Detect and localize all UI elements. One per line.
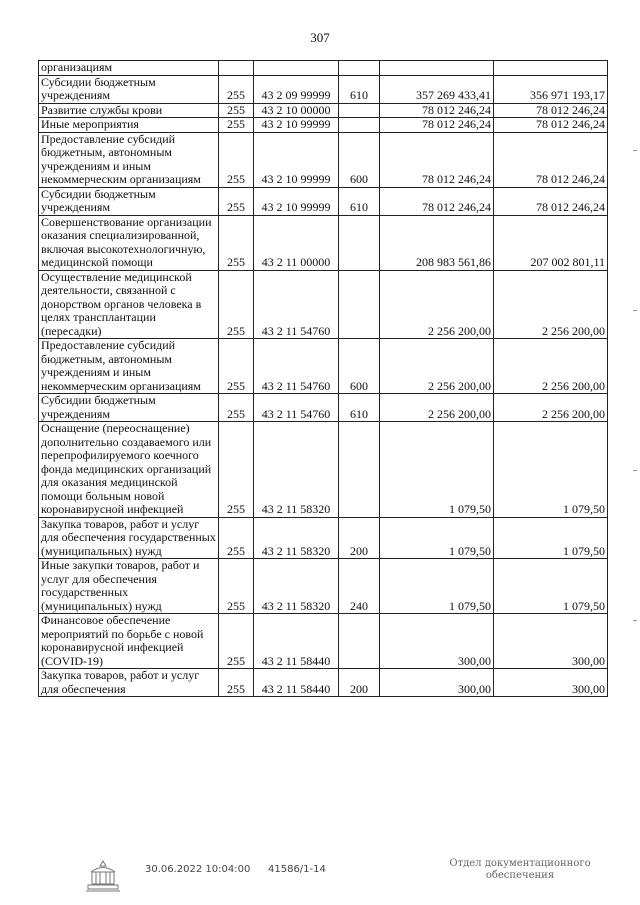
table-row (39, 614, 608, 669)
row-name: Предоставление субсидий бюджетным, автономным учреждениям и иным некоммерческим организациям (39, 339, 219, 394)
row-target-article: 43 2 11 54760 (254, 339, 339, 394)
row-ministry-code: 255 (219, 669, 254, 697)
row-ministry-code (219, 61, 254, 76)
row-name: Оснащение (переоснащение) дополнительно создаваемого или перепрофилируемого коечного фонда медицинских организаций для оказания медицинской помощи больным новой коронавирусной инфекцией (39, 422, 219, 518)
row-amount-2023: 208 983 561,86 (380, 215, 494, 270)
row-name: Иные мероприятия (39, 118, 219, 133)
row-ministry-code: 255 (219, 614, 254, 669)
row-ministry-code: 255 (219, 270, 254, 339)
row-ministry-code: 255 (219, 422, 254, 518)
row-ministry-code: 255 (219, 118, 254, 133)
row-amount-2023: 78 012 246,24 (380, 187, 494, 215)
row-ministry-code: 255 (219, 394, 254, 422)
table-row (39, 75, 608, 103)
row-expense-type: 610 (339, 394, 380, 422)
row-amount-2023 (380, 61, 494, 76)
table-row (39, 422, 608, 518)
row-amount-2024: 2 256 200,00 (494, 394, 608, 422)
row-target-article: 43 2 11 58320 (254, 559, 339, 614)
row-target-article: 43 2 10 00000 (254, 103, 339, 118)
row-target-article: 43 2 11 54760 (254, 394, 339, 422)
row-expense-type (339, 118, 380, 133)
row-expense-type (339, 61, 380, 76)
row-expense-type: 610 (339, 187, 380, 215)
table-row (39, 118, 608, 133)
row-target-article: 43 2 11 58320 (254, 422, 339, 518)
table-row (39, 187, 608, 215)
row-amount-2023: 2 256 200,00 (380, 270, 494, 339)
row-name: Финансовое обеспечение мероприятий по борьбе с новой коронавирусной инфекцией (COVID-19) (39, 614, 219, 669)
row-amount-2024: 2 256 200,00 (494, 270, 608, 339)
row-expense-type: 600 (339, 132, 380, 187)
row-name: Иные закупки товаров, работ и услуг для обеспечения государственных (муниципальных) нужд (39, 559, 219, 614)
row-target-article: 43 2 11 00000 (254, 215, 339, 270)
row-name: Предоставление субсидий бюджетным, автономным учреждениям и иным некоммерческим организациям (39, 132, 219, 187)
row-target-article: 43 2 10 99999 (254, 118, 339, 133)
table-body (39, 61, 608, 697)
row-amount-2024: 300,00 (494, 614, 608, 669)
edge-scan-marks (631, 150, 637, 710)
row-expense-type (339, 103, 380, 118)
table-row (39, 215, 608, 270)
row-name: Развитие службы крови (39, 103, 219, 118)
row-ministry-code: 255 (219, 215, 254, 270)
row-amount-2024: 1 079,50 (494, 559, 608, 614)
row-expense-type: 200 (339, 669, 380, 697)
row-amount-2024: 2 256 200,00 (494, 339, 608, 394)
row-expense-type: 240 (339, 559, 380, 614)
row-name: Совершенствование организации оказания специализированной, включая высокотехнологичную, медицинской помощи (39, 215, 219, 270)
row-amount-2023: 1 079,50 (380, 517, 494, 559)
row-ministry-code: 255 (219, 339, 254, 394)
row-amount-2024: 78 012 246,24 (494, 132, 608, 187)
row-target-article: 43 2 10 99999 (254, 187, 339, 215)
table-row (39, 61, 608, 76)
row-amount-2023: 2 256 200,00 (380, 394, 494, 422)
page-number: 307 (310, 30, 330, 45)
table-row (39, 559, 608, 614)
row-amount-2024: 356 971 193,17 (494, 75, 608, 103)
table-row (39, 132, 608, 187)
table-row (39, 339, 608, 394)
row-ministry-code: 255 (219, 103, 254, 118)
row-ministry-code: 255 (219, 559, 254, 614)
row-amount-2023: 2 256 200,00 (380, 339, 494, 394)
row-ministry-code: 255 (219, 187, 254, 215)
table-row (39, 669, 608, 697)
table-row (39, 270, 608, 339)
row-target-article: 43 2 10 99999 (254, 132, 339, 187)
emblem-seal-icon (82, 858, 124, 894)
row-target-article (254, 61, 339, 76)
row-expense-type (339, 270, 380, 339)
row-amount-2024: 300,00 (494, 669, 608, 697)
row-expense-type: 610 (339, 75, 380, 103)
row-name: Субсидии бюджетным учреждениям (39, 394, 219, 422)
row-amount-2024: 78 012 246,24 (494, 187, 608, 215)
row-target-article: 43 2 11 58440 (254, 614, 339, 669)
row-amount-2024 (494, 61, 608, 76)
table-row (39, 517, 608, 559)
stamp-datetime: 30.06.2022 10:04:00 (145, 864, 251, 875)
row-expense-type: 200 (339, 517, 380, 559)
row-amount-2023: 300,00 (380, 669, 494, 697)
row-amount-2024: 1 079,50 (494, 517, 608, 559)
stamp-office-line1: Отдел документационного (449, 858, 591, 869)
row-target-article: 43 2 11 58320 (254, 517, 339, 559)
row-expense-type (339, 215, 380, 270)
row-name: Закупка товаров, работ и услуг для обеспечения (39, 669, 219, 697)
row-amount-2024: 1 079,50 (494, 422, 608, 518)
row-name: Субсидии бюджетным учреждениям (39, 187, 219, 215)
row-target-article: 43 2 11 54760 (254, 270, 339, 339)
row-amount-2023: 300,00 (380, 614, 494, 669)
row-name: Субсидии бюджетным учреждениям (39, 75, 219, 103)
stamp-office-line2: обеспечения (485, 870, 555, 881)
row-expense-type: 600 (339, 339, 380, 394)
row-amount-2024: 78 012 246,24 (494, 118, 608, 133)
stamp-document-number: 41586/1-14 (268, 864, 326, 875)
row-amount-2023: 1 079,50 (380, 559, 494, 614)
row-amount-2023: 357 269 433,41 (380, 75, 494, 103)
footer (0, 858, 640, 898)
table-row (39, 394, 608, 422)
row-amount-2023: 78 012 246,24 (380, 132, 494, 187)
row-name: организациям (39, 61, 219, 76)
row-target-article: 43 2 09 99999 (254, 75, 339, 103)
row-amount-2023: 78 012 246,24 (380, 103, 494, 118)
row-ministry-code: 255 (219, 75, 254, 103)
stamp-office (440, 858, 600, 882)
row-ministry-code: 255 (219, 132, 254, 187)
row-expense-type (339, 422, 380, 518)
row-amount-2024: 207 002 801,11 (494, 215, 608, 270)
budget-table (38, 60, 608, 697)
table-row (39, 103, 608, 118)
row-amount-2023: 78 012 246,24 (380, 118, 494, 133)
row-amount-2023: 1 079,50 (380, 422, 494, 518)
row-target-article: 43 2 11 58440 (254, 669, 339, 697)
row-name: Закупка товаров, работ и услуг для обеспечения государственных (муниципальных) нужд (39, 517, 219, 559)
row-ministry-code: 255 (219, 517, 254, 559)
row-amount-2024: 78 012 246,24 (494, 103, 608, 118)
row-name: Осуществление медицинской деятельности, связанной с донорством органов человека в целях трансплантации (пересадки) (39, 270, 219, 339)
row-expense-type (339, 614, 380, 669)
